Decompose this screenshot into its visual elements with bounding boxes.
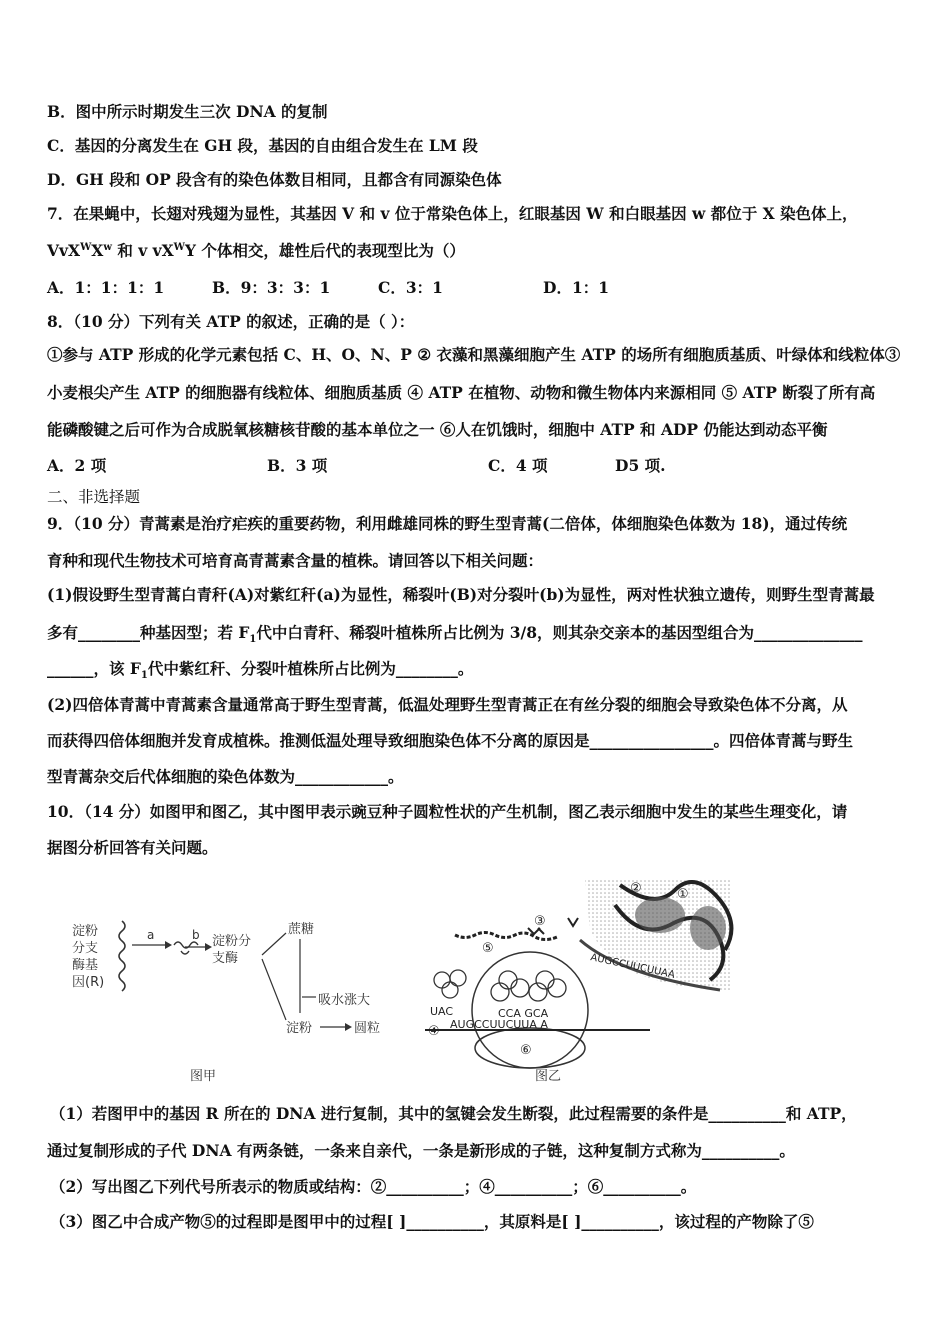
enzyme-label-1: 淀粉分 bbox=[212, 934, 252, 949]
q10-part1-line2: 通过复制形成的子代 DNA 有两条链，一条来自亲代，一条是新形成的子链，这种复制方式称为__________。 bbox=[47, 1141, 795, 1160]
gene-label-2: 分支 bbox=[72, 941, 99, 956]
q7-option-a: A．1：1：1：1 bbox=[47, 278, 165, 297]
q8-line2: 小麦根尖产生 ATP 的细胞器有线粒体、细胞质基质 ④ ATP 在植物、动物和微生物体内来源相同 ⑤ ATP 断裂了所有高 bbox=[47, 383, 876, 402]
q7-stem-line2: $VvX^WX^w$ 和 v $vX^WY$ 个体相交，雄性后代的表现型比为（） bbox=[47, 241, 465, 260]
q8-line3: 能磷酸键之后可作为合成脱氧核糖核苷酸的基本单位之一 ⑥人在饥饿时，细胞中 ATP 和 ADP 仍能达到动态平衡 bbox=[47, 420, 828, 439]
arrow-b-head bbox=[205, 943, 212, 951]
gene-label-1: 淀粉 bbox=[72, 924, 99, 939]
arrow-a-head bbox=[165, 941, 172, 949]
absorb-label: 吸水涨大 bbox=[318, 993, 371, 1008]
free-trna-2 bbox=[568, 918, 578, 926]
q6-option-b: B．图中所示时期发生三次 DNA 的复制 bbox=[47, 102, 328, 121]
q9-line2: 育种和现代生物技术可培育高青蒿素含量的植株。请回答以下相关问题： bbox=[47, 551, 544, 570]
arrow-to-starch bbox=[262, 959, 286, 1020]
q8-option-b: B．3 项 bbox=[267, 456, 328, 475]
q7-option-c: C．3：1 bbox=[378, 278, 443, 297]
q9-line1: 9．（10 分）青蒿素是治疗疟疾的重要药物，利用雌雄同株的野生型青蒿(二倍体，体细胞染色体数为 18)，通过传统 bbox=[47, 514, 848, 533]
figure-jia bbox=[60, 915, 400, 1090]
label-5: ⑤ bbox=[482, 941, 494, 956]
starch-label: 淀粉 bbox=[286, 1021, 313, 1036]
anticodon-label: UAC bbox=[430, 1005, 454, 1018]
figure-yi bbox=[420, 880, 740, 1090]
label-1: ① bbox=[677, 887, 689, 902]
enzyme-label-2: 支酶 bbox=[212, 951, 239, 966]
peptide-chain bbox=[455, 933, 557, 940]
label-2: ② bbox=[630, 881, 642, 896]
round-label: 圆粒 bbox=[354, 1021, 381, 1036]
q10-part3: （3）图乙中合成产物⑤的过程即是图甲中的过程[ ]__________，其原料是[ ]__________，该过程的产物除了⑤ bbox=[50, 1212, 814, 1231]
q10-line2: 据图分析回答有关问题。 bbox=[47, 838, 218, 857]
trna-group bbox=[434, 970, 566, 1001]
q10-line1: 10．（14 分）如图甲和图乙，其中图甲表示豌豆种子圆粒性状的产生机制，图乙表示细胞中发生的某些生理变化，请 bbox=[47, 802, 848, 821]
figure-jia-caption: 图甲 bbox=[190, 1069, 217, 1084]
dna-coil bbox=[119, 921, 125, 991]
dna-shade-1 bbox=[635, 897, 685, 933]
q9-line3: (1)假设野生型青蒿白青秆(A)对紫红秆(a)为显性，稀裂叶(B)对分裂叶(b)为显性，两对性状独立遗传，则野生型青蒿最 bbox=[47, 585, 875, 604]
q6-option-c: C．基因的分离发生在 GH 段，基因的自由组合发生在 LM 段 bbox=[47, 136, 478, 155]
arrow-b-label: b bbox=[192, 928, 200, 942]
dna-shade-2 bbox=[690, 906, 726, 950]
label-4: ④ bbox=[428, 1024, 440, 1039]
section-heading: 二、非选择题 bbox=[47, 488, 141, 506]
arrow-a-label: a bbox=[147, 928, 155, 942]
gene-label-3: 酶基 bbox=[72, 958, 99, 973]
q8-option-a: A．2 项 bbox=[47, 456, 107, 475]
q7-option-b: B．9：3：3：1 bbox=[212, 278, 331, 297]
q10-part2: （2）写出图乙下列代号所表示的物质或结构：②__________；④__________；⑥__________。 bbox=[50, 1177, 697, 1196]
q9-line4: 多有________种基因型；若 $F_1$代中白青秆、稀裂叶植株所占比例为 3/8，则其杂交亲本的基因型组合为______________ bbox=[47, 623, 863, 646]
q7-option-d: D．1：1 bbox=[543, 278, 610, 297]
figure-yi-caption: 图乙 bbox=[535, 1069, 562, 1084]
arrow-to-sucrose bbox=[262, 933, 286, 955]
q8-head: 8．（10 分）下列有关 ATP 的叙述，正确的是（ ）： bbox=[47, 312, 415, 331]
q9-line5: ______，该 $F_1$代中紫红秆、分裂叶植株所占比例为________。 bbox=[47, 659, 474, 682]
label-6: ⑥ bbox=[520, 1043, 532, 1058]
arrow-round-head bbox=[345, 1023, 352, 1031]
q7-stem-line1: 7．在果蝇中，长翅对残翅为显性，其基因 V 和 v 位于常染色体上，红眼基因 W 和白眼基因 w 都位于 X 染色体上， bbox=[47, 204, 858, 223]
q8-option-c: C．4 项 bbox=[488, 456, 548, 475]
q10-part1-line1: （1）若图甲中的基因 R 所在的 DNA 进行复制，其中的氢键会发生断裂，此过程需要的条件是__________和 ATP， bbox=[50, 1104, 857, 1123]
mrna-wave bbox=[174, 942, 198, 954]
gene-label-4: 因(R) bbox=[72, 975, 105, 990]
label-3: ③ bbox=[534, 914, 546, 929]
codon-label: CCA GCA bbox=[498, 1007, 549, 1020]
sucrose-label: 蔗糖 bbox=[288, 922, 315, 937]
q9-line6: (2)四倍体青蒿中青蒿素含量通常高于野生型青蒿，低温处理野生型青蒿正在有丝分裂的细胞会导致染色体不分离，从 bbox=[47, 695, 848, 714]
q6-option-d: D．GH 段和 OP 段含有的染色体数目相同，且都含有同源染色体 bbox=[47, 170, 502, 189]
q9-line8: 型青蒿杂交后代体细胞的染色体数为____________。 bbox=[47, 767, 404, 786]
mrna-top-seq: AUGCCUUCUUAA bbox=[589, 952, 676, 981]
q8-option-d: D5 项. bbox=[615, 456, 666, 475]
mrna-sequence: AUGCCUUCUUA A bbox=[450, 1018, 548, 1031]
q9-line7: 而获得四倍体细胞并发育成植株。推测低温处理导致细胞染色体不分离的原因是________________。四倍体青蒿与野生 bbox=[47, 731, 854, 750]
q8-line1: ①参与 ATP 形成的化学元素包括 C、H、O、N、P ② 衣藻和黑藻细胞产生 ATP 的场所有细胞质基质、叶绿体和线粒体③ bbox=[47, 345, 901, 364]
